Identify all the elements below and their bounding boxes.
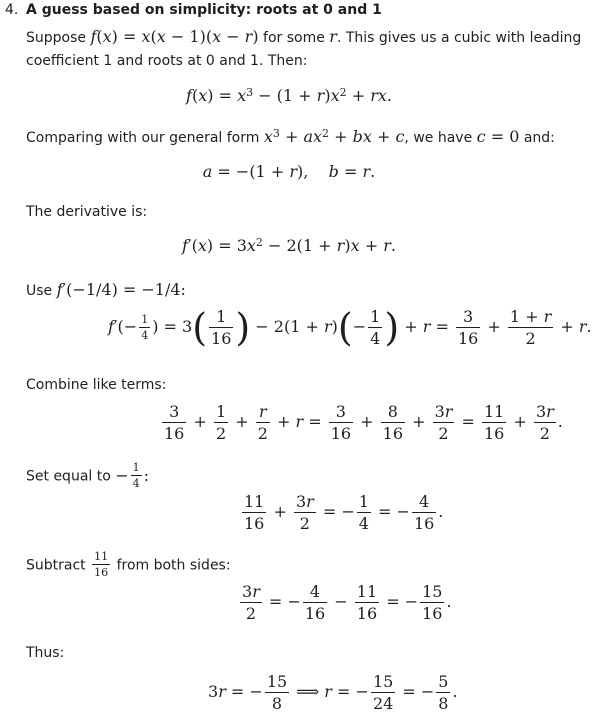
subtract-line: Subtract $\frac{11}{16}$ from both sides: [26,550,231,580]
combine-label: Combine like terms: [26,377,167,393]
evaluation-equation: f′(− $\frac{1}{4}$ ) = 3( $\frac{1}{16}$ ) − 2(1 + r)(− $\frac{1}{4}$ ) + r = $\frac{3}{16}$ + $\frac{1 + r}{2}$ + r. [108,305,592,350]
subtract-equation: $\frac{3r}{2}$ = − $\frac{4}{16}$ − $\frac{11}{16}$ = − $\frac{15}{16}$ . [242,582,452,623]
intro-line-2: coefficient 1 and roots at 0 and 1. Then: [26,53,308,69]
derivative-equation: $f'(x) = 3x^2 - 2(1 + r)x + r$. [182,236,396,255]
factored-form: f(x) = x(x − 1)(x − r) [90,27,259,46]
thus-label: Thus: [26,645,65,661]
use-line: Use f′(−1/4) = −1/4: [26,280,186,299]
comparing-line: Comparing with our general form $x^3 + ax^2$ + bx + c, we have c = 0 and: [26,127,555,146]
set-equal-equation: $\frac{11}{16}$ + $\frac{3r}{2}$ = − $\frac{1}{4}$ = − $\frac{4}{16}$ . [244,492,444,533]
section-heading: A guess based on simplicity: roots at 0 and 1 [26,2,382,18]
expanded-cubic: $f(x) = x^3 - (1 + r)x^2$ + rx. [186,86,392,105]
set-equal-line: Set equal to − $\frac{1}{4}$ : [26,461,150,491]
final-equation: 3r = − $\frac{15}{8}$ ⟹ r = − $\frac{15}{24}$ = − $\frac{5}{8}$ . [208,672,458,713]
coefficients-equation: a = −(1 + r), b = r. [202,162,376,181]
combined-equation: $\frac{3}{16}$ + $\frac{1}{2}$ + $\frac{r}{2}$ + r = $\frac{3}{16}$ + $\frac{8}{16}$ + $\frac{3r}{2}$ = $\frac{11}{16}$ + $\frac{3r}{2}$ . [164,402,563,443]
item-number: 4. [5,2,19,18]
intro-line-1: Suppose f(x) = x(x − 1)(x − r) for some r. This gives us a cubic with leading [26,27,582,46]
derivative-label: The derivative is: [26,204,148,220]
